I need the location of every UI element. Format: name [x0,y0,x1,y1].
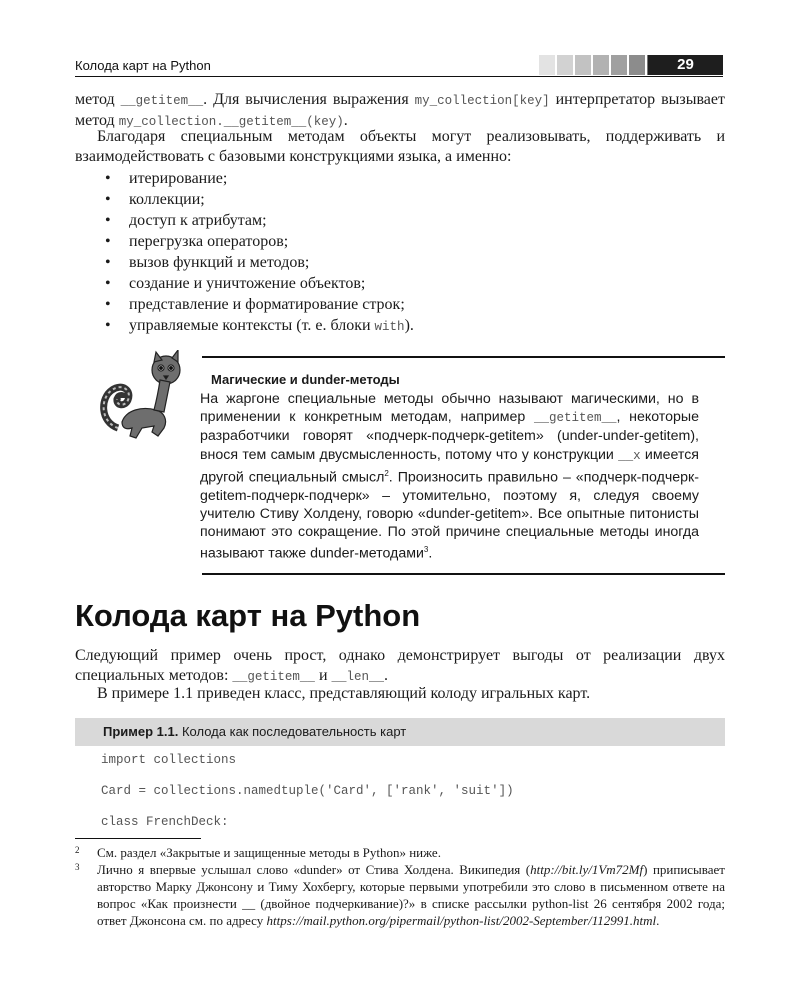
list-item: • представление и форматирование строк; [105,295,414,315]
code-with: with [374,320,405,334]
running-header [75,55,723,77]
code-my-collection-getitem: my_collection.__getitem__(key) [118,115,344,129]
example-caption: Пример 1.1. Колода как последовательность карт [103,724,407,739]
strip-block [575,55,591,75]
strip-block [611,55,627,75]
code-getitem: __getitem__ [533,411,617,426]
list-item: • коллекции; [105,190,414,210]
section-heading: Колода карт на Python [75,598,421,633]
strip-block [539,55,555,75]
strip-block [557,55,573,75]
list-item: • итерирование; [105,169,414,189]
list-item: • управляемые контексты (т. е. блоки with). [105,316,414,337]
code-line: import collections [101,753,237,767]
example-caption-bar [75,718,725,746]
footnote-rule [75,838,201,839]
list-item: • создание и уничтожение объектов; [105,274,414,294]
footnote-ref-3: 3 [423,545,429,555]
callout-title: Магические и dunder-методы [211,372,400,387]
code-line: class FrenchDeck: [101,815,229,829]
callout-bottom-rule [202,573,725,575]
list-item: • перегрузка операторов; [105,232,414,252]
footnote-link[interactable]: https://mail.python.org/pipermail/python-list/2002-September/112991.html [266,913,657,928]
code-my-collection-key: my_collection[key] [414,94,550,108]
bullet-list [105,169,414,338]
strip-block [629,55,645,75]
code-line: Card = collections.namedtuple('Card', ['rank', 'suit']) [101,784,514,798]
callout-body: На жаргоне специальные методы обычно называют магическими, но в применении к конкретным методам, например __getitem__, некоторые разработчики говорят «подчерк-подчерк-getitem» (under-under-getitem), внося тем самым двусмысленность, потому что у конструкции __x имеется другой специальный смысл$^2$. Произносить правильно – «подчерк-подчерк-getitem-подчерк-подчерк» – утомительно, поэтому я, следуя своему учителю Стиву Холдену, говорю «dunder-getitem». Все опытные питонисты понимают это сокращение. По этой причине специальные методы иногда называют также dunder-методами$^3$. [200,391,700,563]
footnote-ref-2: 2 [384,468,389,478]
intro-paragraph-1: метод __getitem__. Для вычисления выражения my_collection[key] интерпретатор вызывает метод my_collection.__getitem__(key). [75,91,726,129]
code-x: __x [618,448,641,463]
page-number: 29 [648,55,723,75]
list-item: • вызов функций и методов; [105,253,414,273]
code-getitem: __getitem__ [232,670,315,684]
code-len: __len__ [331,670,385,684]
intro-paragraph-2: Благодаря специальным методам объекты могут реализовывать, поддерживать и взаимодействовать с базовыми конструкциями языка, а именно: [75,128,725,165]
list-item: • доступ к атрибутам; [105,211,414,231]
running-title: Колода карт на Python [75,58,211,73]
footnote-link[interactable]: http://bit.ly/1Vm72Mf [530,862,644,877]
code-getitem: __getitem__ [120,94,204,108]
strip-block [593,55,609,75]
section-paragraph-1: Следующий пример очень прост, однако демонстрирует выгоды от реализации двух специальных методов: __getitem__ и __len__. [75,647,725,684]
header-rule [75,76,723,77]
callout-top-rule [202,356,725,358]
section-paragraph-2: В примере 1.1 приведен класс, представляющий колоду игральных карт. [97,685,591,702]
lemur-icon [98,350,184,446]
